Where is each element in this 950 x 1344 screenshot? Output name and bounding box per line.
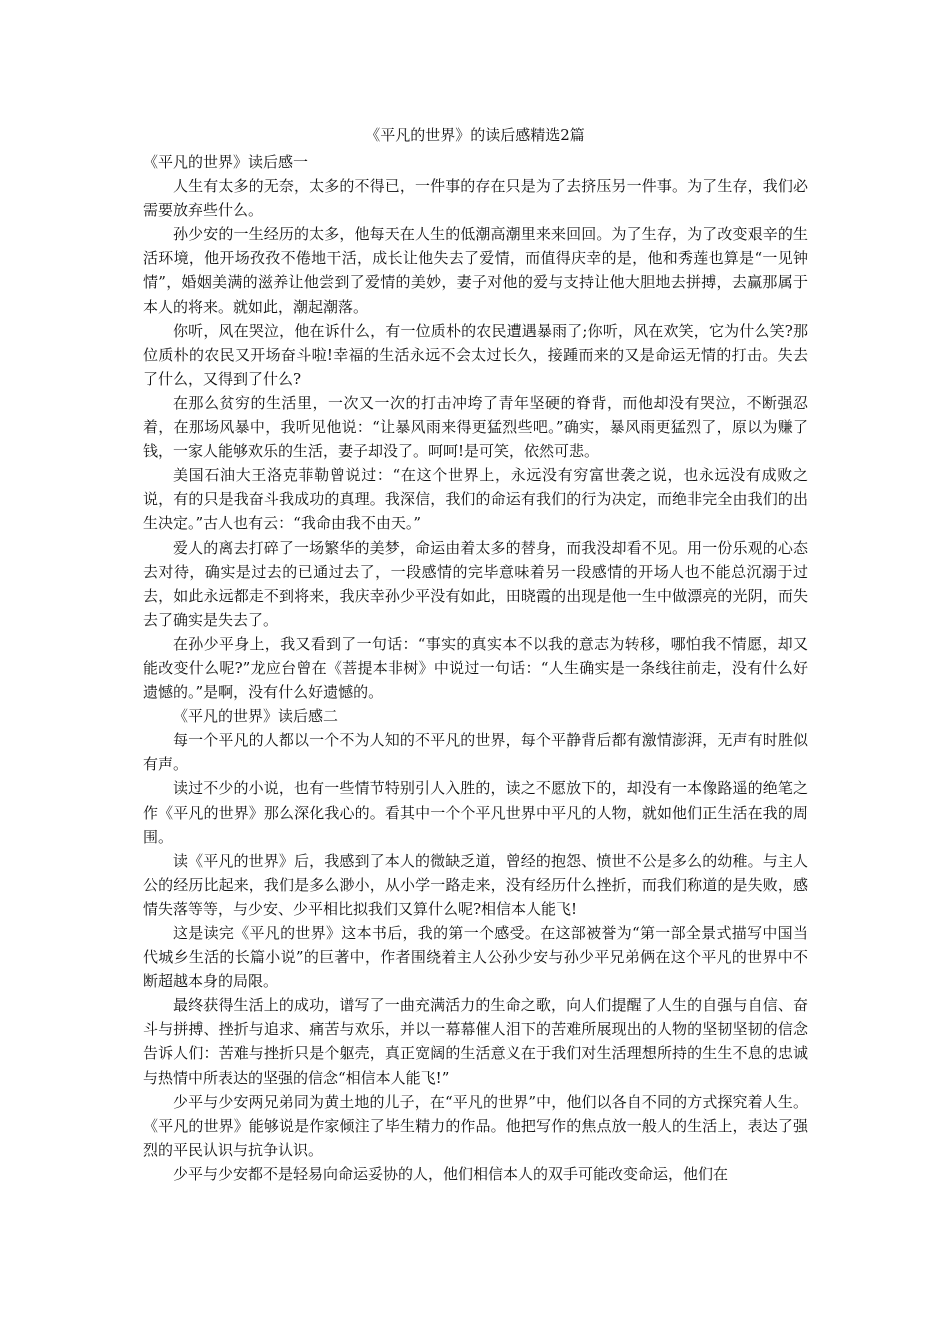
paragraph: 孙少安的一生经历的太多，他每天在人生的低潮高潮里来来回回。为了生存，为了改变艰辛的生活环境，他开场孜孜不倦地干活，成长让他失去了爱情，而值得庆幸的是，他和秀莲也算是“一见钟情”，婚姻美满的滋养让他尝到了爱情的美妙，妻子对他的爱与支持让他大胆地去拼搏，去赢那属于本人的将来。就如此，潮起潮落。 — [143, 225, 808, 316]
paragraph: 人生有太多的无奈，太多的不得已，一件事的存在只是为了去挤压另一件事。为了生存，我们必需要放弃些什么。 — [143, 177, 808, 220]
document-title: 《平凡的世界》的读后感精选2篇 — [365, 126, 585, 144]
section-heading-2: 《平凡的世界》读后感二 — [173, 707, 339, 726]
paragraph: 美国石油大王洛克菲勒曾说过：“在这个世界上，永远没有穷富世袭之说，也永远没有成败之说，有的只是我奋斗我成功的真理。我深信，我们的命运有我们的行为决定，而绝非完全由我们的出生决定。”古人也有云：“我命由我不由天。” — [143, 466, 808, 533]
paragraph: 读过不少的小说，也有一些情节特别引人入胜的，读之不愿放下的，却没有一本像路遥的绝笔之作《平凡的世界》那么深化我心的。看其中一个个平凡世界中平凡的人物，就如他们正生活在我的周围。 — [143, 779, 808, 846]
paragraph: 在孙少平身上，我又看到了一句话：“事实的真实本不以我的意志为转移，哪怕我不情愿，却又能改变什么呢?”龙应台曾在《菩提本非树》中说过一句话：“人生确实是一条线往前走，没有什么好遗憾的。”是啊，没有什么好遗憾的。 — [143, 634, 808, 702]
paragraph: 你听，风在哭泣，他在诉什么，有一位质朴的农民遭遇暴雨了;你听，风在欢笑，它为什么笑?那位质朴的农民又开场奋斗啦!幸福的生活永远不会太过长久，接踵而来的又是命运无情的打击。失去了什么，又得到了什么? — [143, 321, 808, 388]
paragraph: 这是读完《平凡的世界》这本书后，我的第一个感受。在这部被誉为“第一部全景式描写中国当代城乡生活的长篇小说”的巨著中，作者围绕着主人公孙少安与孙少平兄弟俩在这个平凡的世界中不断超越本身的局限。 — [143, 924, 808, 991]
paragraph: 每一个平凡的人都以一个不为人知的不平凡的世界，每个平静背后都有激情澎湃，无声有时胜似有声。 — [143, 731, 808, 774]
paragraph: 爱人的离去打碎了一场繁华的美梦，命运由着太多的替身，而我没却看不见。用一份乐观的心态去对待，确实是过去的已通过去了，一段感情的完毕意味着另一段感情的开场人也不能总沉溺于过去，如此永远都走不到将来，我庆幸孙少平没有如此，田晓霞的出现是他一生中做漂亮的光阴，而失去了确实是失去了。 — [143, 538, 808, 629]
paragraph: 读《平凡的世界》后，我感到了本人的微缺乏道，曾经的抱怨、愤世不公是多么的幼稚。与主人公的经历比起来，我们是多么渺小，从小学一路走来，没有经历什么挫折，而我们称道的是失败，感情失落等等，与少安、少平相比拟我们又算什么呢?相信本人能飞! — [143, 851, 808, 918]
paragraph: 最终获得生活上的成功，谱写了一曲充满活力的生命之歌，向人们提醒了人生的自强与自信、奋斗与拼搏、挫折与追求、痛苦与欢乐，并以一幕幕催人泪下的苦难所展现出的人物的坚韧坚韧的信念告诉人们：苦难与挫折只是个躯壳，真正宽阔的生活意义在于我们对生活理想所持的生生不息的忠诚与热情中所表达的坚强的信念“相信本人能飞!” — [143, 996, 808, 1087]
paragraph: 在那么贫穷的生活里，一次又一次的打击冲垮了青年坚硬的脊背，而他却没有哭泣，不断强忍着，在那场风暴中，我听见他说：“让暴风雨来得更猛烈些吧。”确实，暴风雨更猛烈了，原以为赚了钱，一家人能够欢乐的生活，妻子却没了。呵呵!是可笑，依然可悲。 — [143, 393, 808, 461]
section-heading-1: 《平凡的世界》读后感一 — [143, 153, 309, 171]
paragraph: 少平与少安都不是轻易向命运妥协的人，他们相信本人的双手可能改变命运，他们在 — [173, 1164, 729, 1183]
paragraph: 少平与少安两兄弟同为黄土地的儿子，在“平凡的世界”中，他们以各自不同的方式探究着人生。《平凡的世界》能够说是作家倾注了毕生精力的作品。他把写作的焦点放一般人的生活上，表达了强烈的平民认识与抗争认识。 — [143, 1092, 808, 1159]
document-body — [143, 150, 808, 1186]
